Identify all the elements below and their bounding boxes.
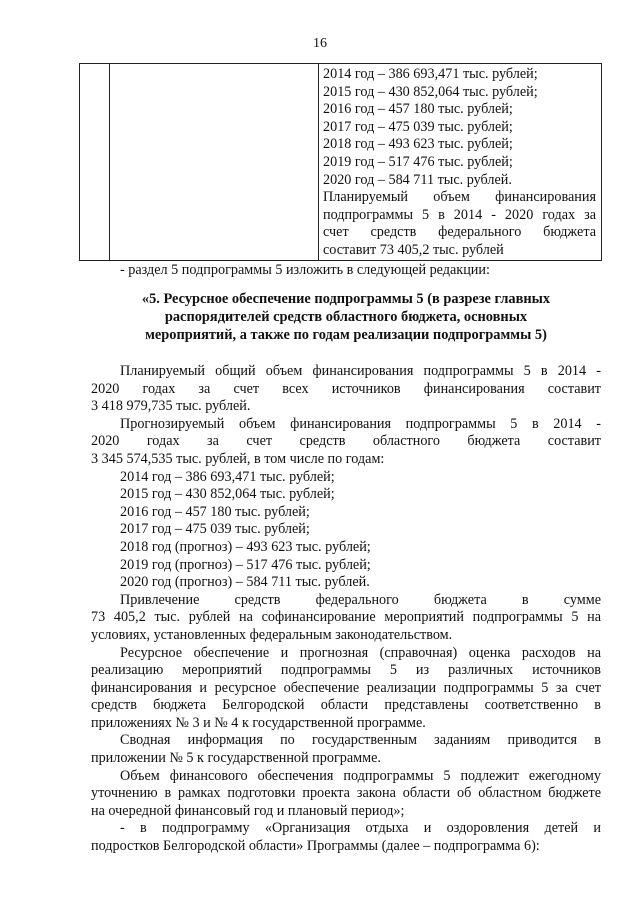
paragraph-line: уточнению в рамках подготовки проекта закона области об областном бюджете xyxy=(91,785,601,802)
heading-line: распорядителей средств областного бюджета, основных xyxy=(164,309,528,325)
table-column-divider xyxy=(109,64,110,260)
paragraph-line: 2020 годах за счет всех источников финансирования составит xyxy=(91,380,601,397)
paragraph-line: - в подпрограмму «Организация отдыха и оздоровления детей и xyxy=(120,820,601,837)
paragraph-line: 2020 год (прогноз) – 584 711 тыс. рублей. xyxy=(120,574,370,591)
table-line: подпрограммы 5 в 2014 - 2020 годах за xyxy=(323,206,596,223)
paragraph-line: условиях, установленных федеральным законодательством. xyxy=(91,626,453,643)
paragraph-line: Привлечение средств федерального бюджета в сумме xyxy=(120,591,601,608)
paragraph-line: Прогнозируемый объем финансирования подпрограммы 5 в 2014 - xyxy=(120,415,601,432)
paragraph-line: Планируемый общий объем финансирования подпрограммы 5 в 2014 - xyxy=(120,363,601,379)
paragraph-line: средств бюджета Белгородской области представлены соответственно в xyxy=(91,697,601,714)
paragraph-line: 2016 год – 457 180 тыс. рублей; xyxy=(120,503,310,520)
paragraph-line: 2017 год – 475 039 тыс. рублей; xyxy=(120,521,310,538)
paragraph-line: Сводная информация по государственным заданиям приводится в xyxy=(120,732,601,749)
table-column-divider xyxy=(318,64,319,260)
paragraph-line: 2018 год (прогноз) – 493 623 тыс. рублей; xyxy=(120,538,371,555)
paragraph-line: 73 405,2 тыс. рублей на софинансирование мероприятий подпрограммы 5 на xyxy=(91,609,601,626)
body-paragraphs xyxy=(91,363,601,856)
paragraph-line: приложении № 5 к государственной программе. xyxy=(91,750,381,767)
section-heading xyxy=(91,290,601,344)
table-line: 2020 год – 584 711 тыс. рублей. xyxy=(323,171,512,188)
funding-table xyxy=(79,63,602,261)
table-line: счет средств федерального бюджета xyxy=(323,224,596,241)
table-line: 2017 год – 475 039 тыс. рублей; xyxy=(323,118,513,135)
table-line: 2015 год – 430 852,064 тыс. рублей; xyxy=(323,83,538,100)
table-cell-funding xyxy=(323,66,596,260)
table-line: составит 73 405,2 тыс. рублей xyxy=(323,241,504,258)
table-line: 2014 год – 386 693,471 тыс. рублей; xyxy=(323,66,538,82)
paragraph-line: подростков Белгородской области» Программы (далее – подпрограмма 6): xyxy=(91,838,540,855)
paragraph-line: Объем финансового обеспечения подпрограммы 5 подлежит ежегодному xyxy=(120,767,601,784)
paragraph-line: реализацию мероприятий подпрограммы 5 из различных источников xyxy=(91,662,601,679)
paragraph-line: финансирования и ресурсное обеспечение реализации подпрограммы 5 за счет xyxy=(91,679,601,696)
intro-line: - раздел 5 подпрограммы 5 изложить в следующей редакции: xyxy=(120,262,490,278)
paragraph-line: 3 418 979,735 тыс. рублей. xyxy=(91,398,251,415)
paragraph-line: 2015 год – 430 852,064 тыс. рублей; xyxy=(120,486,335,503)
table-line: 2018 год – 493 623 тыс. рублей; xyxy=(323,136,513,153)
page-number: 16 xyxy=(313,36,327,51)
heading-line: мероприятий, а также по годам реализации подпрограммы 5) xyxy=(145,327,547,343)
paragraph-line: 2014 год – 386 693,471 тыс. рублей; xyxy=(120,468,335,485)
table-line: 2019 год – 517 476 тыс. рублей; xyxy=(323,153,513,170)
paragraph-line: 3 345 574,535 тыс. рублей, в том числе по годам: xyxy=(91,450,385,467)
paragraph-line: на очередной финансовый год и плановый период»; xyxy=(91,802,405,819)
table-line: Планируемый объем финансирования xyxy=(323,189,596,206)
paragraph-line: Ресурсное обеспечение и прогнозная (справочная) оценка расходов на xyxy=(120,644,601,661)
paragraph-line: 2020 годах за счет средств областного бюджета составит xyxy=(91,433,601,450)
paragraph-line: 2019 год (прогноз) – 517 476 тыс. рублей; xyxy=(120,556,371,573)
paragraph-line: приложениях № 3 и № 4 к государственной программе. xyxy=(91,714,426,731)
table-line: 2016 год – 457 180 тыс. рублей; xyxy=(323,101,513,118)
heading-line: «5. Ресурсное обеспечение подпрограммы 5 (в разрезе главных xyxy=(141,291,551,307)
